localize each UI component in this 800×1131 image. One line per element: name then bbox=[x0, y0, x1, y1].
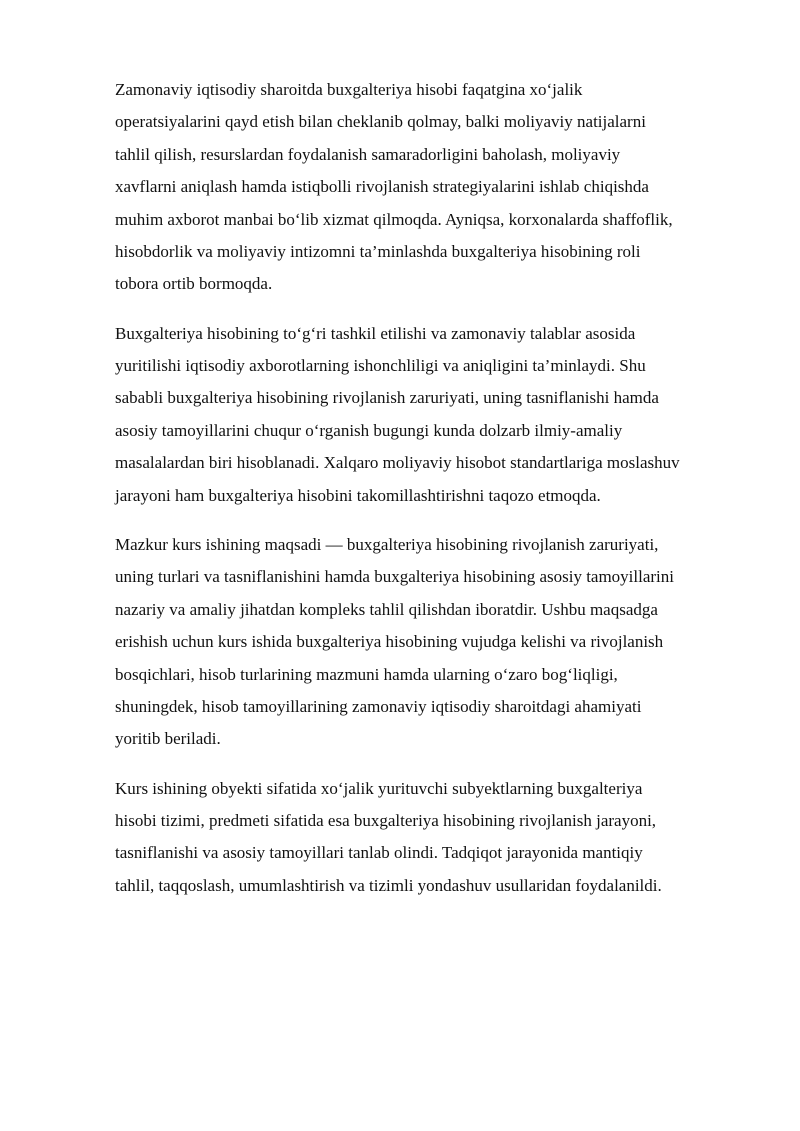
paragraph-line: tahlil, taqqoslash, umumlashtirish va tizimli yondashuv usullaridan foydalanildi. bbox=[115, 875, 662, 895]
paragraph-line: nazariy va amaliy jihatdan kompleks tahlil qilishdan iboratdir. Ushbu maqsadga bbox=[115, 599, 658, 619]
paragraph-line: masalalardan biri hisoblanadi. Xalqaro moliyaviy hisobot standartlariga moslashuv bbox=[115, 453, 680, 473]
paragraph-line: yuritilishi iqtisodiy axborotlarning ishonchliligi va aniqligini ta’minlaydi. Shu bbox=[115, 356, 646, 376]
paragraph-3 bbox=[115, 529, 745, 756]
paragraph-line: erishish uchun kurs ishida buxgalteriya hisobining vujudga kelishi va rivojlanish bbox=[115, 632, 664, 652]
paragraph-line: asosiy tamoyillarini chuqur o‘rganish bugungi kunda dolzarb ilmiy-amaliy bbox=[115, 420, 623, 440]
paragraph-line: bosqichlari, hisob turlarining mazmuni hamda ularning o‘zaro bog‘liqligi, bbox=[115, 664, 618, 684]
paragraph-1 bbox=[115, 74, 745, 301]
paragraph-line: Kurs ishining obyekti sifatida xo‘jalik yurituvchi subyektlarning buxgalteriya bbox=[115, 778, 643, 798]
paragraph-line: xavflarni aniqlash hamda istiqbolli rivojlanish strategiyalarini ishlab chiqishda bbox=[115, 177, 649, 197]
document-body bbox=[115, 74, 745, 919]
paragraph-line: Buxgalteriya hisobining to‘g‘ri tashkil etilishi va zamonaviy talablar asosida bbox=[115, 323, 636, 343]
paragraph-line: Zamonaviy iqtisodiy sharoitda buxgalteriya hisobi faqatgina xo‘jalik bbox=[115, 80, 583, 99]
paragraph-line: muhim axborot manbai bo‘lib xizmat qilmoqda. Ayniqsa, korxonalarda shaffoflik, bbox=[115, 209, 673, 229]
paragraph-2 bbox=[115, 318, 745, 512]
paragraph-line: hisobdorlik va moliyaviy intizomni ta’minlashda buxgalteriya hisobining roli bbox=[115, 242, 641, 262]
paragraph-line: uning turlari va tasniflanishini hamda buxgalteriya hisobining asosiy tamoyillarini bbox=[115, 567, 675, 587]
paragraph-line: Mazkur kurs ishining maqsadi — buxgalteriya hisobining rivojlanish zaruriyati, bbox=[115, 534, 659, 554]
paragraph-4 bbox=[115, 773, 745, 903]
paragraph-line: hisobi tizimi, predmeti sifatida esa buxgalteriya hisobining rivojlanish jarayoni, bbox=[115, 810, 657, 830]
paragraph-line: tobora ortib bormoqda. bbox=[115, 274, 273, 294]
paragraph-line: shuningdek, hisob tamoyillarining zamonaviy iqtisodiy sharoitdagi ahamiyati bbox=[115, 696, 642, 716]
paragraph-line: jarayoni ham buxgalteriya hisobini takomillashtirishni taqozo etmoqda. bbox=[115, 485, 601, 505]
paragraph-line: tahlil qilish, resurslardan foydalanish samaradorligini baholash, moliyaviy bbox=[115, 144, 621, 164]
paragraph-line: operatsiyalarini qayd etish bilan cheklanib qolmay, balki moliyaviy natijalarni bbox=[115, 112, 646, 132]
paragraph-line: sababli buxgalteriya hisobining rivojlanish zaruriyati, uning tasniflanishi hamda bbox=[115, 388, 659, 408]
paragraph-line: yoritib beriladi. bbox=[115, 729, 221, 749]
paragraph-line: tasniflanishi va asosiy tamoyillari tanlab olindi. Tadqiqot jarayonida mantiqiy bbox=[115, 843, 643, 863]
